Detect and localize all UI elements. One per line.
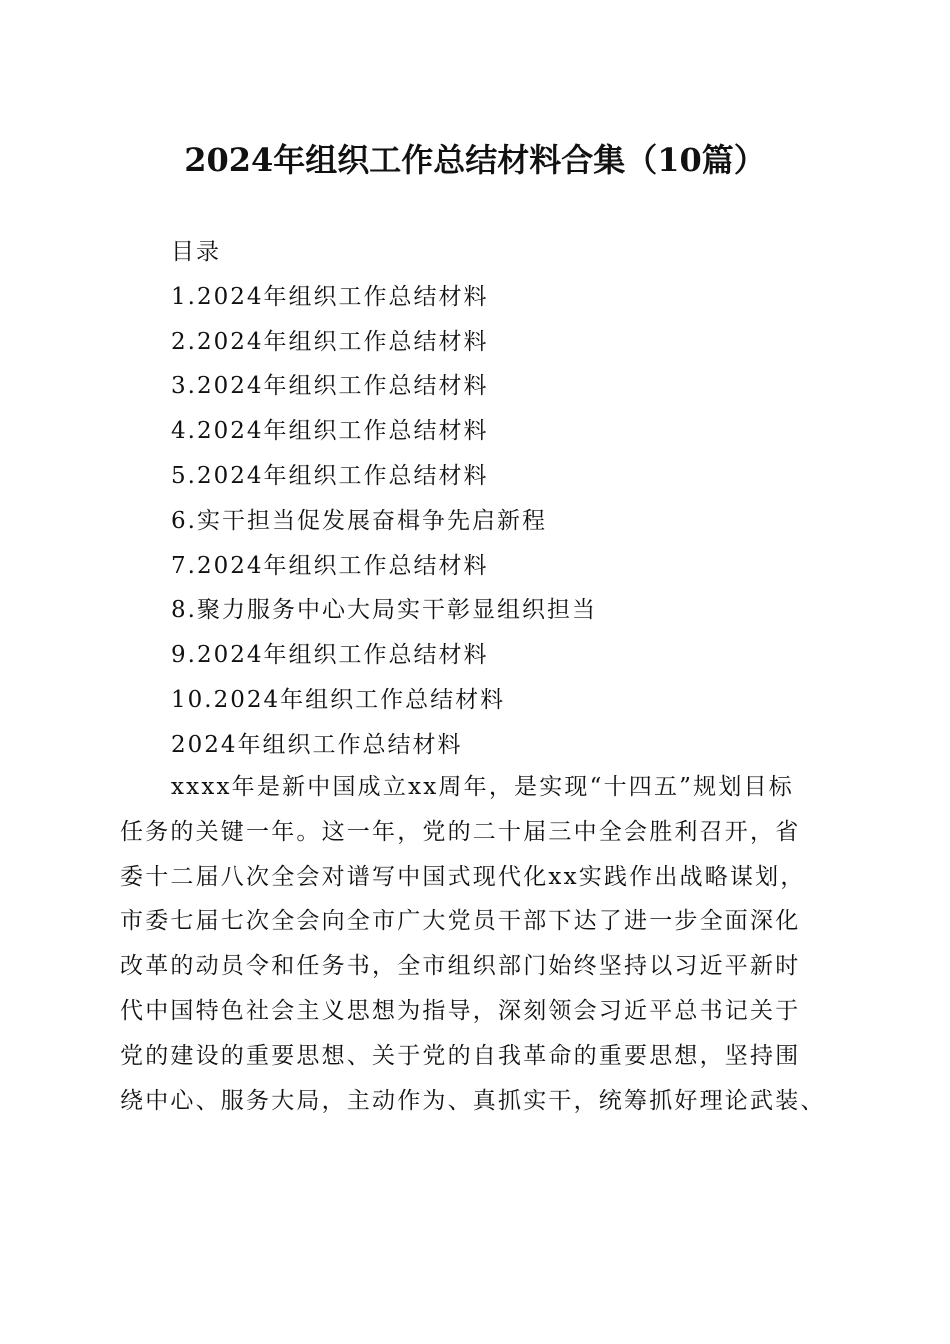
toc-item-5: 5.2024年组织工作总结材料	[171, 462, 489, 489]
paragraph-line: xxxx年是新中国成立xx周年，是实现“十四五”规划目标	[171, 774, 794, 800]
toc-item-3: 3.2024年组织工作总结材料	[171, 373, 489, 400]
table-of-contents	[171, 230, 871, 768]
toc-item-7: 7.2024年组织工作总结材料	[171, 552, 489, 579]
paragraph-line: 代中国特色社会主义思想为指导，深刻领会习近平总书记关于	[120, 997, 801, 1024]
toc-item-1: 1.2024年组织工作总结材料	[171, 283, 489, 310]
body-paragraph	[120, 765, 836, 1123]
paragraph-line: 任务的关键一年。这一年，党的二十届三中全会胜利召开，省	[120, 818, 801, 845]
toc-item-10: 10.2024年组织工作总结材料	[171, 686, 506, 713]
toc-item-8: 8.聚力服务中心大局实干彰显组织担当	[171, 597, 597, 624]
section-heading: 2024年组织工作总结材料	[171, 731, 463, 758]
paragraph-line: 委十二届八次全会对谱写中国式现代化xx实践作出战略谋划，	[120, 863, 806, 890]
paragraph-line: 绕中心、服务大局，主动作为、真抓实干，统筹抓好理论武装、	[120, 1087, 826, 1114]
toc-item-2: 2.2024年组织工作总结材料	[171, 328, 489, 355]
paragraph-line: 市委七届七次全会向全市广大党员干部下达了进一步全面深化	[120, 908, 801, 935]
toc-heading: 目录	[171, 239, 221, 265]
toc-item-9: 9.2024年组织工作总结材料	[171, 642, 489, 669]
toc-item-6: 6.实干担当促发展奋楫争先启新程	[171, 507, 547, 534]
paragraph-line: 党的建设的重要思想、关于党的自我革命的重要思想，坚持围	[120, 1042, 801, 1069]
toc-item-4: 4.2024年组织工作总结材料	[171, 418, 489, 445]
paragraph-line: 改革的动员令和任务书，全市组织部门始终坚持以习近平新时	[120, 953, 801, 980]
document-title: 2024年组织工作总结材料合集（10篇）	[184, 141, 766, 179]
